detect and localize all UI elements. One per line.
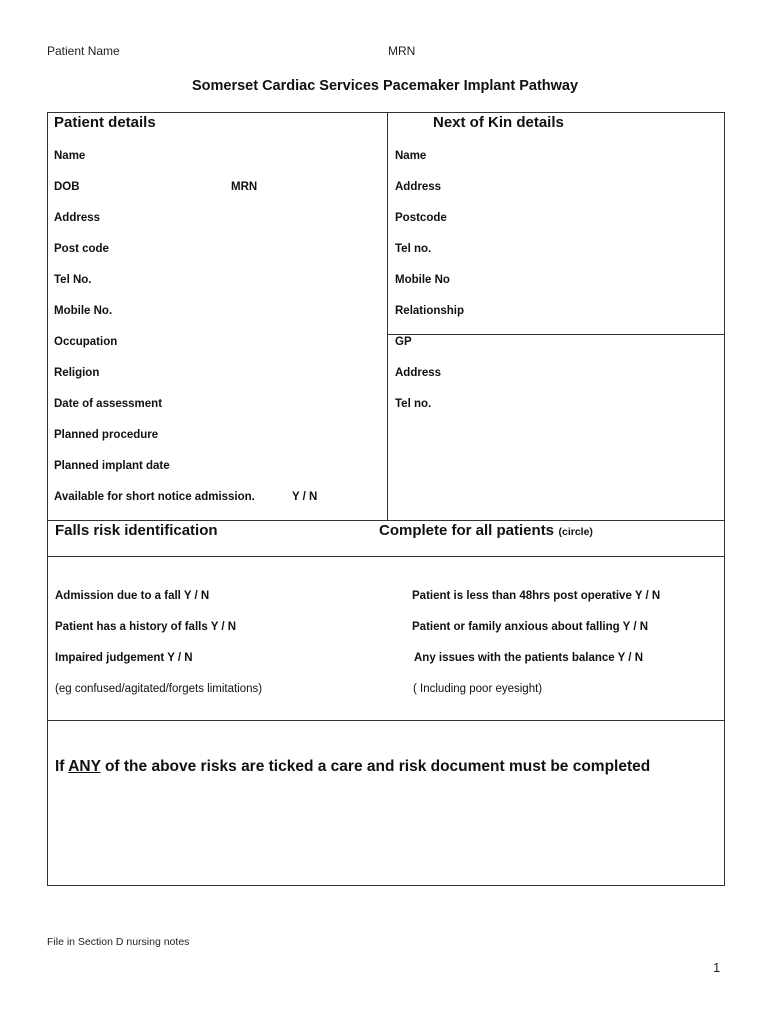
footer-note: File in Section D nursing notes [47, 936, 190, 948]
column-divider [387, 112, 388, 521]
falls-right-item-2[interactable]: Patient or family anxious about falling Y / N [412, 621, 649, 633]
warning-suffix: of the above risks are ticked a care and risk document must be completed [100, 758, 651, 775]
patient-tel-field: Tel No. [54, 274, 92, 286]
falls-left-item-1[interactable]: Admission due to a fall Y / N [55, 590, 210, 602]
planned-procedure-field: Planned procedure [54, 429, 159, 441]
nok-mobile-field: Mobile No [395, 274, 450, 286]
nok-name-field: Name [395, 150, 427, 162]
falls-left-item-3[interactable]: Impaired judgement Y / N [55, 652, 193, 664]
falls-right-note: ( Including poor eyesight) [413, 683, 543, 695]
patient-occupation-field: Occupation [54, 336, 118, 348]
falls-right-item-3[interactable]: Any issues with the patients balance Y / N [414, 652, 644, 664]
page-number: 1 [713, 960, 721, 975]
next-of-kin-heading: Next of Kin details [433, 114, 564, 131]
falls-right-item-1[interactable]: Patient is less than 48hrs post operative Y / N [412, 590, 661, 602]
warning-text [55, 758, 650, 776]
nok-tel-field: Tel no. [395, 243, 432, 255]
patient-address-field: Address [54, 212, 101, 224]
page-title: Somerset Cardiac Services Pacemaker Implant Pathway [191, 78, 579, 94]
warning-prefix: If [55, 758, 69, 775]
gp-field: GP [395, 336, 412, 348]
mrn-label: MRN [388, 44, 416, 58]
falls-risk-heading: Falls risk identification [55, 522, 218, 539]
patient-dob-field: DOB [54, 181, 80, 193]
warning-box [47, 720, 725, 886]
date-of-assessment-field: Date of assessment [54, 398, 163, 410]
patient-details-heading: Patient details [54, 114, 156, 131]
nok-relationship-field: Relationship [395, 305, 465, 317]
short-notice-yn[interactable]: Y / N [292, 491, 318, 503]
patient-postcode-field: Post code [54, 243, 109, 255]
planned-implant-date-field: Planned implant date [54, 460, 170, 472]
patient-religion-field: Religion [54, 367, 100, 379]
gp-tel-field: Tel no. [395, 398, 432, 410]
short-notice-admission-field: Available for short notice admission. [54, 491, 255, 503]
complete-for-all-heading [379, 522, 593, 540]
circle-note: (circle) [558, 526, 593, 538]
patient-name-field: Name [54, 150, 86, 162]
falls-risk-box [47, 556, 725, 721]
nok-address-field: Address [395, 181, 442, 193]
gp-divider [387, 334, 725, 335]
patient-name-label: Patient Name [47, 44, 120, 58]
warning-emphasis: ANY [68, 758, 101, 775]
patient-mobile-field: Mobile No. [54, 305, 113, 317]
complete-for-all-text: Complete for all patients [379, 522, 555, 539]
nok-postcode-field: Postcode [395, 212, 447, 224]
falls-left-item-2[interactable]: Patient has a history of falls Y / N [55, 621, 237, 633]
gp-address-field: Address [395, 367, 442, 379]
patient-mrn-field: MRN [231, 181, 258, 193]
falls-left-note: (eg confused/agitated/forgets limitations) [55, 683, 263, 695]
